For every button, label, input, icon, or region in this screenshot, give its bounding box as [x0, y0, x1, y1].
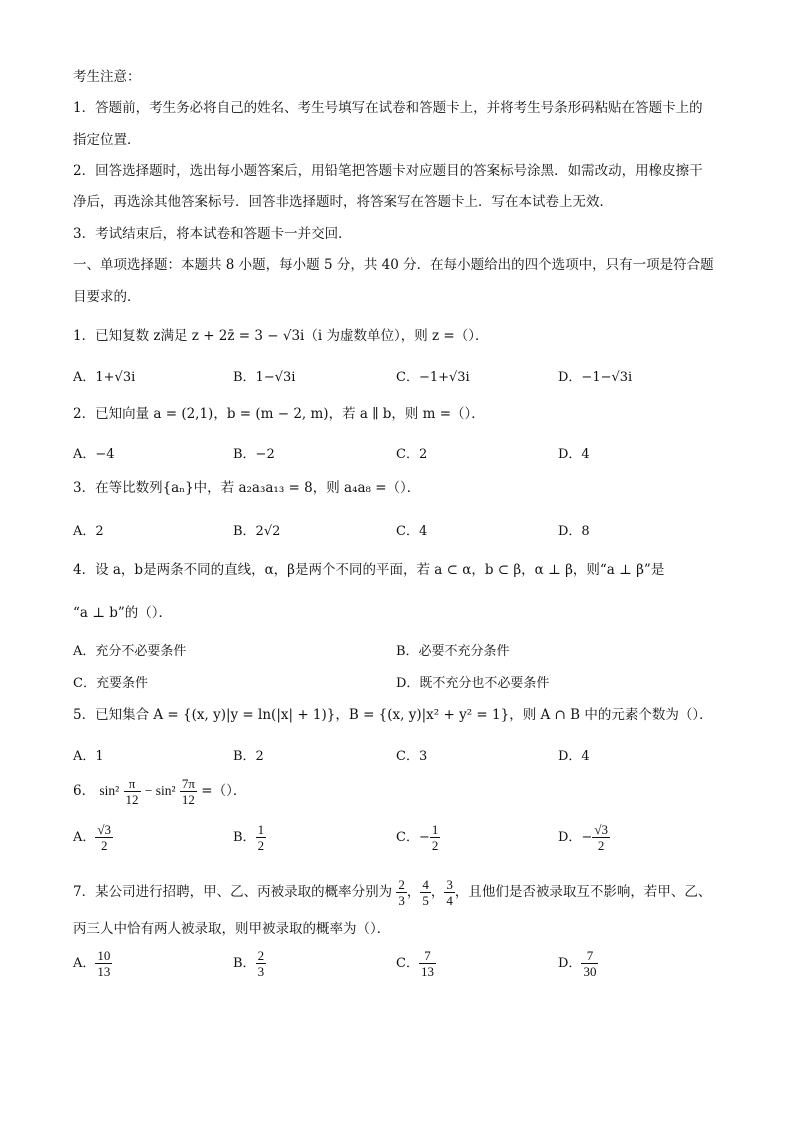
- option-c: [396, 822, 440, 853]
- denominator: 2: [431, 838, 439, 853]
- question-4-line-a: 4．设 a，b是两条不同的直线，α，β是两个不同的平面，若 a ⊂ α，b ⊂ β，α ⊥ β，则“a ⊥ β”是: [73, 562, 665, 578]
- minus-sin-squared: − sin²: [144, 783, 176, 798]
- notice-line-2a: 2．回答选择题时，选出每小题答案后，用铅笔把答题卡对应题目的答案标号涂黑．如需改动，用橡皮擦干: [73, 163, 703, 179]
- question-7-line-b: 丙三人中恰有两人被录取，则甲被录取的概率为（）．: [73, 921, 391, 937]
- denominator: 2: [597, 838, 605, 853]
- question-number: 6．: [73, 783, 96, 799]
- question-text: 7．某公司进行招聘，甲、乙、丙被录取的概率分别为: [73, 884, 393, 900]
- option-a: A．2: [73, 524, 104, 539]
- question-5: 5．已知集合 A = {(x, y)|y = ln(|x| + 1)}，B = {(x, y)|x² + y² = 1}，则 A ∩ B 中的元素个数为（）．: [73, 707, 713, 723]
- option-label: B．: [233, 830, 256, 845]
- fraction-2-3: [396, 877, 407, 908]
- numerator: 1: [257, 822, 265, 837]
- denominator: 5: [422, 893, 429, 908]
- option-a: A．1+√3i: [73, 370, 136, 385]
- option-d: D．−1−√3i: [558, 370, 633, 385]
- question-5-options: [73, 745, 733, 765]
- numerator: 1: [431, 822, 439, 837]
- question-tail: =（）．: [201, 783, 247, 799]
- numerator: 2: [257, 948, 265, 963]
- question-text-tail: ，且他们是否被录取互不影响，若甲、乙、: [454, 884, 712, 900]
- question-6-options: [73, 822, 733, 860]
- option-label: A．: [73, 830, 96, 845]
- section-header-a: 一、单项选择题：本题共 8 小题，每小题 5 分，共 40 分．在每小题给出的四个选项中，只有一项是符合题: [73, 257, 714, 273]
- question-3: 3．在等比数列{aₙ}中，若 a₂a₃a₁₃ = 8，则 a₄a₈ =（）．: [73, 480, 421, 496]
- denominator: 2: [257, 838, 265, 853]
- option-b: B．−2: [233, 447, 275, 462]
- option-c: C．2: [396, 447, 428, 462]
- denominator: 2: [100, 838, 108, 853]
- option-a: A．−4: [73, 447, 115, 462]
- numerator: 4: [422, 877, 429, 892]
- option-a: A．充分不必要条件: [73, 644, 187, 659]
- question-6: [73, 774, 246, 808]
- denominator: 13: [97, 964, 111, 979]
- notice-line-2b: 净后，再选涂其他答案标号．回答非选择题时，将答案写在答题卡上．写在本试卷上无效．: [73, 194, 613, 210]
- numerator: 2: [398, 877, 405, 892]
- notice-line-3: 3．考试结束后，将本试卷和答题卡一并交回．: [73, 226, 352, 242]
- option-d: D．8: [558, 524, 590, 539]
- notice-title: 考生注意：: [73, 69, 141, 85]
- option-b: B．1−√3i: [233, 370, 296, 385]
- fraction-pi-12: [124, 776, 141, 807]
- question-3-options: [73, 520, 733, 540]
- option-sign: −: [418, 830, 430, 845]
- question-2: 2．已知向量 a = (2,1)，b = (m − 2, m)，若 a ∥ b，则 m =（）．: [73, 406, 485, 422]
- fraction-4-5: [420, 877, 431, 908]
- denominator: 4: [446, 893, 453, 908]
- numerator: 7: [581, 948, 598, 964]
- option-a: [73, 948, 112, 979]
- numerator: 7π: [181, 776, 195, 791]
- numerator: √3: [594, 822, 608, 837]
- option-c: C．3: [396, 749, 428, 764]
- question-7-options: [73, 948, 733, 986]
- option-b: B．2: [233, 749, 264, 764]
- option-label: D．: [558, 956, 582, 971]
- option-d: [558, 822, 610, 853]
- option-c: [396, 948, 436, 979]
- notice-line-1a: 1．答题前，考生务必将自己的姓名、考生号填写在试卷和答题卡上，并将考生号条形码粘贴在答题卡上的: [73, 100, 703, 116]
- numerator: 3: [446, 877, 453, 892]
- numerator: 7: [419, 948, 436, 964]
- option-a: [73, 822, 113, 853]
- option-b: [233, 948, 266, 979]
- option-a: A．1: [73, 749, 104, 764]
- notice-line-1b: 指定位置．: [73, 132, 141, 148]
- numerator: √3: [97, 822, 112, 837]
- option-b: B．2√2: [233, 524, 281, 539]
- question-1-options: [73, 366, 733, 386]
- sin-squared: sin²: [99, 783, 120, 798]
- option-b: [233, 822, 266, 853]
- question-2-options: [73, 443, 733, 463]
- option-label: D．: [558, 830, 582, 845]
- option-b: B．必要不充分条件: [396, 644, 510, 659]
- question-4-line-b: “a ⊥ b”的（）．: [73, 605, 173, 621]
- denominator: 12: [181, 792, 195, 807]
- fraction-3-4: [444, 877, 455, 908]
- denominator: 3: [257, 964, 265, 979]
- numerator: π: [124, 776, 141, 792]
- option-label: C．: [396, 830, 419, 845]
- section-header-b: 目要求的．: [73, 289, 141, 305]
- option-c: C．4: [396, 524, 428, 539]
- option-label: C．: [396, 956, 419, 971]
- denominator: 3: [398, 893, 405, 908]
- question-1: 1．已知复数 z满足 z + 2z̄ = 3 − √3i（i 为虚数单位），则 z =（）．: [73, 328, 489, 344]
- question-4-options-row-1: [73, 640, 733, 660]
- option-d: D．既不充分也不必要条件: [396, 676, 550, 691]
- option-label: A．: [73, 956, 96, 971]
- numerator: 10: [97, 948, 111, 963]
- question-4-options-row-2: [73, 672, 733, 692]
- option-label: B．: [233, 956, 256, 971]
- option-c: C．−1+√3i: [396, 370, 470, 385]
- option-c: C．充要条件: [73, 676, 148, 691]
- denominator: 12: [125, 792, 139, 807]
- fraction-7pi-12: [180, 776, 197, 807]
- option-d: D．4: [558, 749, 590, 764]
- option-sign: −: [581, 830, 593, 845]
- option-d: [558, 948, 598, 979]
- question-7-line-a: 7．某公司进行招聘，甲、乙、丙被录取的概率分别为 $\frac{2}{3}$ ， $\frac{4}{5}$ ， $\frac{3}{4}$ ，且他们是否被录取互不影响，若甲、乙、: [73, 877, 712, 908]
- option-d: D．4: [558, 447, 590, 462]
- denominator: 30: [583, 964, 597, 979]
- denominator: 13: [420, 964, 434, 979]
